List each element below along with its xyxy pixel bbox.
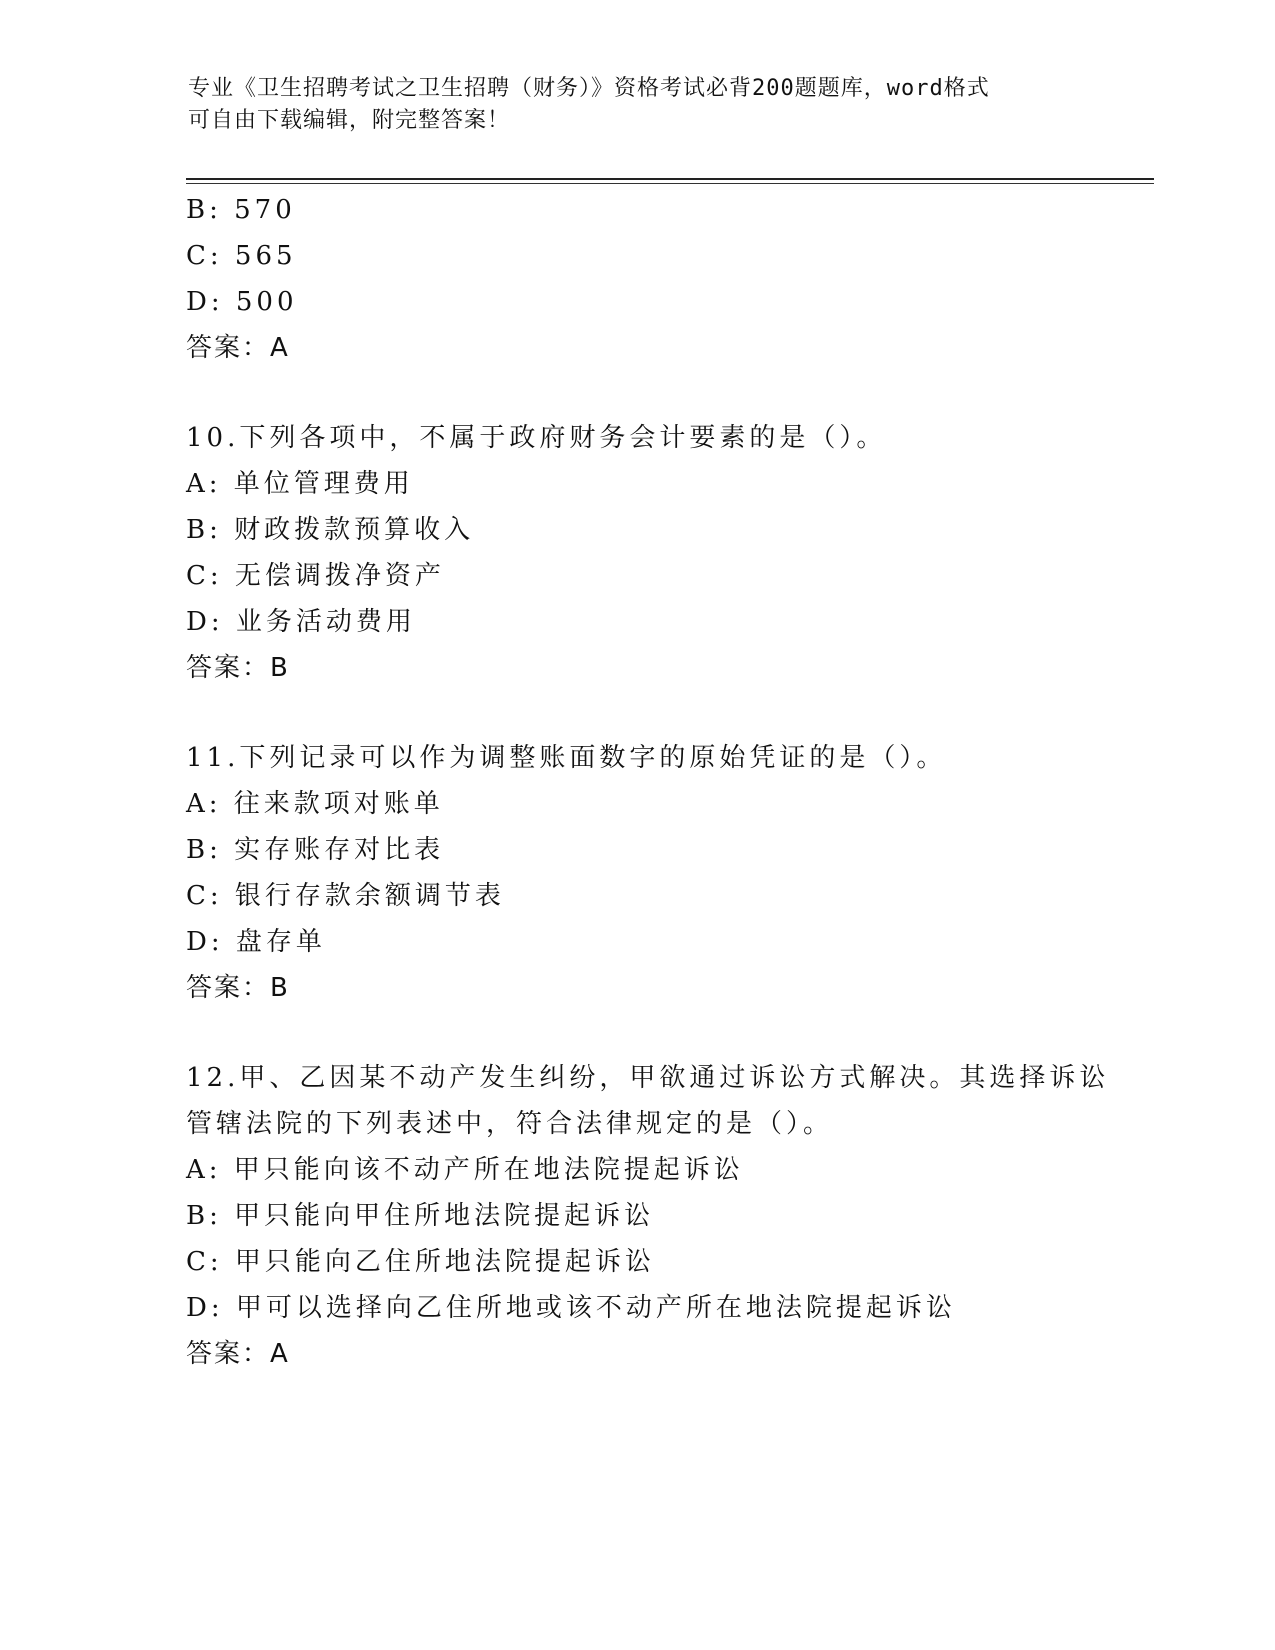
option-c: C: 无偿调拨净资产 bbox=[186, 561, 445, 591]
option-c: C: 银行存款余额调节表 bbox=[186, 881, 505, 911]
option-a: A: 甲只能向该不动产所在地法院提起诉讼 bbox=[186, 1155, 744, 1185]
option-c: C: 甲只能向乙住所地法院提起诉讼 bbox=[186, 1247, 655, 1277]
option-b: B: 570 bbox=[186, 195, 296, 225]
question-list bbox=[186, 187, 1146, 1377]
option-c: C: 565 bbox=[186, 241, 297, 271]
option-b: B: 实存账存对比表 bbox=[186, 835, 445, 865]
question-block-11 bbox=[186, 735, 1146, 1011]
answer-line: 答案：B bbox=[186, 973, 290, 1003]
option-d: D: 甲可以选择向乙住所地或该不动产所在地法院提起诉讼 bbox=[186, 1293, 956, 1323]
option-d: D: 业务活动费用 bbox=[186, 607, 416, 637]
question-block-10 bbox=[186, 415, 1146, 691]
option-d: D: 500 bbox=[186, 287, 298, 317]
question-stem-line-1: 12.甲、乙因某不动产发生纠纷，甲欲通过诉讼方式解决。其选择诉讼 bbox=[186, 1063, 1110, 1093]
question-stem: 11.下列记录可以作为调整账面数字的原始凭证的是（）。 bbox=[186, 743, 947, 773]
option-a: A: 单位管理费用 bbox=[186, 469, 414, 499]
answer-line: 答案：B bbox=[186, 653, 290, 683]
question-block-12 bbox=[186, 1055, 1146, 1377]
page-header bbox=[188, 73, 1088, 137]
option-b: B: 甲只能向甲住所地法院提起诉讼 bbox=[186, 1201, 655, 1231]
option-d: D: 盘存单 bbox=[186, 927, 326, 957]
answer-line: 答案：A bbox=[186, 333, 290, 363]
option-a: A: 往来款项对账单 bbox=[186, 789, 444, 819]
question-stem-line-2: 管辖法院的下列表述中，符合法律规定的是（）。 bbox=[186, 1109, 834, 1139]
header-rule-thick bbox=[186, 178, 1154, 180]
question-stem: 10.下列各项中，不属于政府财务会计要素的是（）。 bbox=[186, 423, 887, 453]
header-title-line-1: 专业《卫生招聘考试之卫生招聘（财务）》资格考试必背200题题库，word格式 bbox=[188, 76, 990, 101]
option-b: B: 财政拨款预算收入 bbox=[186, 515, 475, 545]
answer-line: 答案：A bbox=[186, 1339, 290, 1369]
header-title-line-2: 可自由下载编辑，附完整答案！ bbox=[188, 108, 511, 133]
header-rule-thin bbox=[186, 183, 1154, 184]
question-block-9 bbox=[186, 187, 1146, 371]
